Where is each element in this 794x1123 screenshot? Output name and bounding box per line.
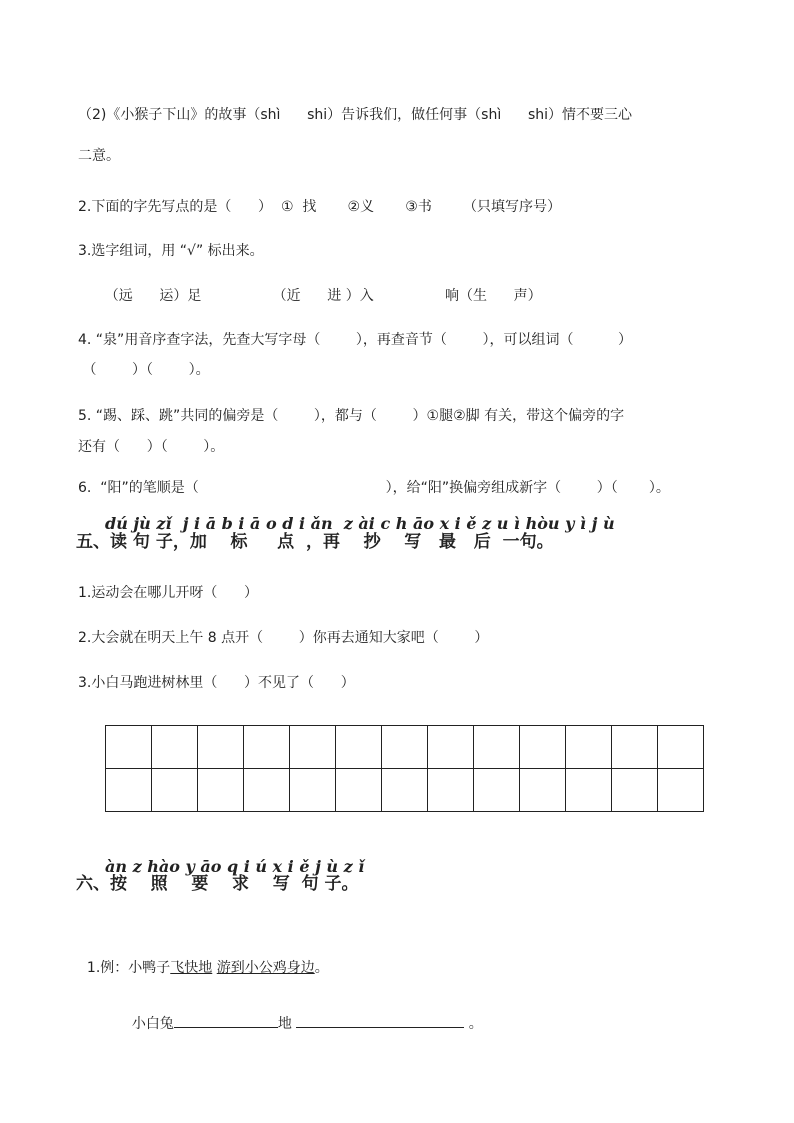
grid-cell[interactable]	[566, 769, 612, 812]
question-3-options: （远 运）足 （近 进 ）入 响（生 声）	[78, 288, 542, 304]
grid-row	[106, 726, 704, 769]
grid-cell[interactable]	[658, 726, 704, 769]
grid-cell[interactable]	[106, 726, 152, 769]
section-6-fill-line	[123, 992, 483, 1034]
fill-blank-1[interactable]	[174, 1012, 278, 1028]
grid-row	[106, 769, 704, 812]
grid-cell[interactable]	[428, 726, 474, 769]
question-5-line2: 还有（ ）（ ）。	[78, 439, 225, 455]
fill-start: 小白兔	[131, 1016, 174, 1032]
q4-2-line1: （2)《小猴子下山》的故事（shì shi）告诉我们，做任何事（shì shi）情不要三心	[78, 107, 632, 123]
grid-cell[interactable]	[244, 769, 290, 812]
grid-cell[interactable]	[382, 726, 428, 769]
section-6-pinyin: àn z hào y āo q i ú x i ě j ù z ǐ	[105, 857, 365, 876]
section-5-pinyin: dú jù zǐ j i ā b i ā o d i ǎn z ài c h āo x i ě z u ì hòu y ì j ù	[105, 514, 615, 533]
grid-cell[interactable]	[336, 726, 382, 769]
section-5-item-1: 1.运动会在哪儿开呀（ ）	[78, 585, 259, 601]
grid-cell[interactable]	[566, 726, 612, 769]
grid-cell[interactable]	[520, 769, 566, 812]
question-4-line1: 4. “泉”用音序查字法，先查大写字母（ ），再查音节（ ），可以组词（ ）	[78, 332, 633, 348]
grid-cell[interactable]	[152, 726, 198, 769]
fill-blank-2[interactable]	[296, 1012, 464, 1028]
grid-cell[interactable]	[612, 769, 658, 812]
question-2: 2.下面的字先写点的是（ ） ① 找 ②义 ③书 （只填写序号）	[78, 199, 561, 215]
section-6-example	[78, 938, 329, 978]
grid-cell[interactable]	[106, 769, 152, 812]
grid-cell[interactable]	[474, 769, 520, 812]
grid-cell[interactable]	[612, 726, 658, 769]
grid-cell[interactable]	[382, 769, 428, 812]
grid-cell[interactable]	[198, 726, 244, 769]
example-suffix: 。	[314, 960, 329, 976]
grid-cell[interactable]	[336, 769, 382, 812]
example-underline-1: 飞快地	[170, 960, 213, 976]
section-5-title: 五、读 句 子，加 标 点 ，再 抄 写 最 后 一句。	[76, 532, 554, 552]
section-5-item-3: 3.小白马跑进树林里（ ）不见了（ ）	[78, 675, 355, 691]
grid-cell[interactable]	[658, 769, 704, 812]
grid-cell[interactable]	[244, 726, 290, 769]
grid-cell[interactable]	[290, 769, 336, 812]
question-3-prompt: 3.选字组词，用 “√” 标出来。	[78, 243, 264, 259]
question-5-line1: 5. “踢、踩、跳”共同的偏旁是（ ），都与（ ）①腿②脚 有关，带这个偏旁的字	[78, 408, 625, 424]
grid-cell[interactable]	[290, 726, 336, 769]
grid-cell[interactable]	[198, 769, 244, 812]
grid-cell[interactable]	[474, 726, 520, 769]
grid-cell[interactable]	[152, 769, 198, 812]
grid-cell[interactable]	[520, 726, 566, 769]
q4-2-line2: 二意。	[78, 148, 120, 164]
question-6: 6. “阳”的笔顺是（ ），给“阳”换偏旁组成新字（ ）（ ）。	[78, 480, 670, 496]
question-4-line2: （ ）（ ）。	[78, 362, 210, 378]
fill-end: 。	[464, 1016, 483, 1032]
section-5-item-2: 2.大会就在明天上午 8 点开（ ）你再去通知大家吧（ ）	[78, 630, 489, 646]
example-underline-2: 游到小公鸡身边	[216, 960, 315, 976]
writing-grid	[105, 725, 704, 812]
example-prefix: 1.例：小鸭子	[86, 960, 171, 976]
grid-cell[interactable]	[428, 769, 474, 812]
section-6-title: 六、按 照 要 求 写 句 子。	[76, 874, 359, 894]
fill-mid: 地	[277, 1016, 297, 1032]
